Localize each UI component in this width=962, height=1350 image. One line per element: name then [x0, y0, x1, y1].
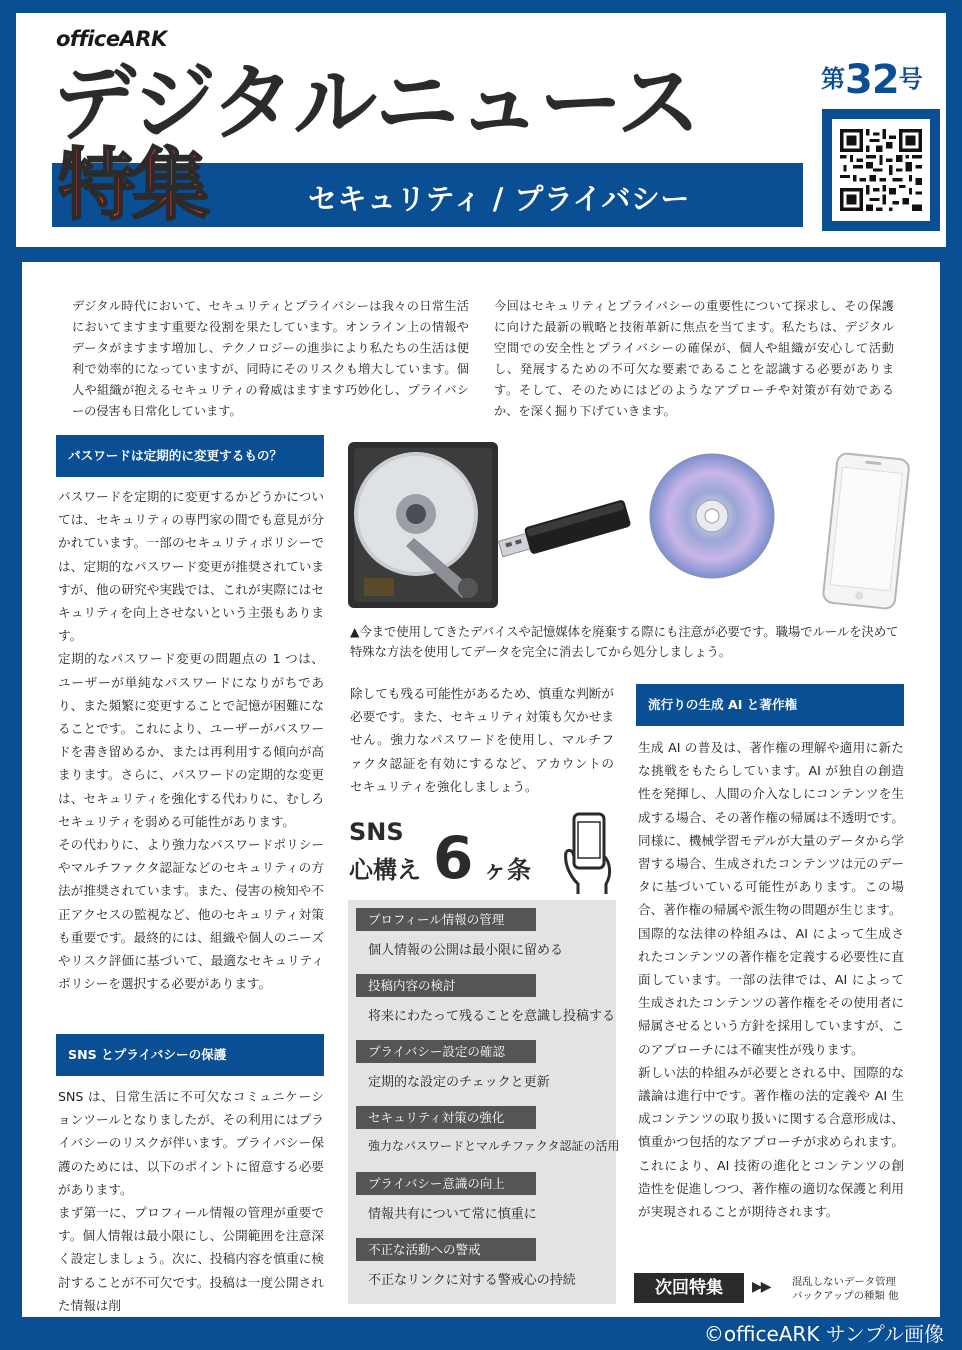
masthead — [13, 10, 949, 250]
brand-logo: officeARK — [56, 27, 167, 51]
rule-text: 定期的な設定のチェックと更新 — [368, 1075, 550, 1090]
hard-disk-image — [344, 438, 502, 612]
special-feature-label: 特集 — [58, 141, 207, 231]
next-topic-1: 混乱しないデータ管理 — [792, 1276, 896, 1288]
qr-code[interactable] — [822, 109, 940, 231]
issue-prefix: 第 — [821, 65, 845, 93]
rule-item — [348, 1037, 616, 1103]
intro-paragraph-right: 今回はセキュリティとプライバシーの重要性について探求し、その保護に向けた最新の戦略と技術革新に焦点を当てます。私たちは、デジタル空間での安全性とプライバシーの確保が、個人や組織が安心して活動し、発展するための不可欠な要素であることを認識する必要があります。そして、そのためにはどのようなアプローチや対策が有効であるか、を深く掘り下げていきます。 — [494, 299, 894, 418]
next-issue-label: 次回特集 — [634, 1273, 744, 1303]
rule-text: 個人情報の公開は最小限に留める — [368, 943, 564, 958]
section-body-sns-continued: 除しても残る可能性があるため、慎重な判断が必要です。また、セキュリティ対策も欠かせません。強力なパスワードを使用し、マルチファクタ認証を有効にするなど、アカウントのセキュリティを強化しましょう。 — [350, 686, 614, 794]
rule-item — [348, 1103, 620, 1169]
qr-code-icon — [840, 127, 922, 213]
rule-item — [348, 1169, 616, 1235]
intro-paragraph-left: デジタル時代において、セキュリティとプライバシーは我々の日常生活においてますます重要な役割を果たしています。オンライン上の情報やデータがますます増加し、テクノロジーの進歩により私たちの生活は便利で効率的になっていますが、同時にそのリスクも増大しています。個人や組織が抱えるセキュリティの脅威はますます巧妙化し、プライバシーの侵害も日常化しています。 — [72, 299, 469, 418]
issue-suffix: 号 — [898, 65, 923, 93]
rule-heading: プロフィール情報の管理 — [356, 908, 536, 931]
rule-text: 情報共有について常に慎重に — [368, 1207, 537, 1222]
rule-heading: 投稿内容の検討 — [356, 974, 536, 997]
section-heading-sns: SNS とプライバシーの保護 — [56, 1034, 324, 1076]
hand-phone-icon — [560, 812, 618, 894]
rule-item — [348, 1235, 616, 1301]
section-heading-ai: 流行りの生成 AI と著作権 — [636, 684, 904, 726]
section-body-ai: 生成 AI の普及は、著作権の理解や適用に新たな挑戦をもたらしています。AI が独自の創造性を発揮し、人間の介入なしにコンテンツを生成する場合、その著作権の帰属は不透明です。同様に、機械学習モデルが大量のデータから学習する場合、生成されたコンテンツは元のデータに基づいている可能性があります。この場合、著作権の帰属や派生物の問題が生じます。 国際的な法律の枠組みは、AI によって生成されたコンテンツの著作権を定義する必要性に直面しています。一部の法律では、AI によって生成されたコンテンツの著作権をその使用者に帰属させるという方針を採用していますが、このアプローチには不確実性が残ります。 新しい法的枠組みが必要とされる中、国際的な議論は進行中です。著作権の法的定義や AI 生成コンテンツの取り扱いに関する合意形成は、慎重かつ包括的なアプローチが求められます。これにより、AI 技術の進化とコンテンツの創造性を促進しつつ、著作権の適切な保護と利用が実現されることが期待されます。 — [638, 740, 904, 1220]
rule-text: 不正なリンクに対する警戒心の持続 — [368, 1273, 576, 1288]
sns-rules-list — [348, 900, 620, 1304]
next-topic-2: バックアップの種類 他 — [792, 1290, 899, 1302]
section-heading-password: パスワードは定期的に変更するもの？ — [56, 435, 324, 477]
article-body — [22, 262, 940, 1317]
sns-title-suffix: ヶ条 — [483, 856, 531, 884]
rule-item — [348, 905, 616, 971]
issue-value: 32 — [845, 57, 899, 103]
next-issue-preview — [634, 1273, 934, 1307]
rule-heading: 不正な活動への警戒 — [356, 1238, 536, 1261]
rule-text: 将来にわたって残ることを意識し投稿する — [368, 1009, 616, 1024]
sns-title-kokorogamae: 心構え — [349, 856, 421, 884]
sns-title-sns: SNS — [349, 818, 404, 846]
next-issue-topics — [792, 1275, 898, 1303]
section-body-password: パスワードを定期的に変更するかどうかについては、セキュリティの専門家の間でも意見が分かれています。一部のセキュリティポリシーでは、定期的なパスワード変更が推奨されていますが、他の研究や実践では、これが実際にはセキュリティを向上させないという主張もあります。 定期的なパスワード変更の問題点の 1 つは、ユーザーが単純なパスワードになりがちであり、また頻繁に変更することで記憶が困難になることです。これにより、ユーザーがパスワードを書き留めるか、または再利用する傾向が高まります。さらに、パスワードの定期的な変更は、セキュリティを強化する代わりに、むしろセキュリティを弱める可能性があります。 その代わりに、より強力なパスワードポリシーやマルチファクタ認証などのセキュリティの方法が推奨されています。また、侵害の検知や不正アクセスの監視など、他のセキュリティ対策も重要です。最終的には、組織や個人のニーズやリスク評価に基づいて、最適なセキュリティポリシーを選択する必要があります。 — [58, 489, 324, 992]
smartphone-image — [820, 452, 912, 612]
sns-title-number: 6 — [433, 824, 474, 892]
rule-text: 強力なパスワードとマルチファクタ認証の活用 — [368, 1139, 620, 1153]
newsletter-title: デジタルニュース — [52, 54, 699, 152]
topic-title: セキュリティ / プライバシー — [308, 182, 690, 216]
issue-number — [821, 57, 923, 103]
rule-heading: プライバシー意識の向上 — [356, 1172, 536, 1195]
section-body-sns: SNS は、日常生活に不可欠なコミュニケーションツールとなりましたが、その利用にはプライバシーのリスクが伴います。プライバシー保護のためには、以下のポイントに留意する必要があります。 まず第一に、プロフィール情報の管理が重要です。個人情報は最小限にし、公開範囲を注意深く設定しましょう。次に、投稿内容を慎重に検討することが不可欠です。投稿は一度公開された情報は削 — [58, 1089, 324, 1313]
rule-heading: プライバシー設定の確認 — [356, 1040, 536, 1063]
rule-heading: セキュリティ対策の強化 — [356, 1106, 536, 1129]
cd-disc-image — [648, 452, 776, 580]
copyright-notice: ©officeARK サンプル画像 — [703, 1322, 944, 1346]
image-caption: ▲今まで使用してきたデバイスや記憶媒体を廃棄する際にも注意が必要です。職場でルールを決めて特殊な方法を使用してデータを完全に消去してから処分しましょう。 — [350, 625, 899, 659]
double-arrow-icon: ▶▶ — [752, 1279, 770, 1295]
usb-drive-image — [492, 492, 642, 568]
rule-item — [348, 971, 616, 1037]
